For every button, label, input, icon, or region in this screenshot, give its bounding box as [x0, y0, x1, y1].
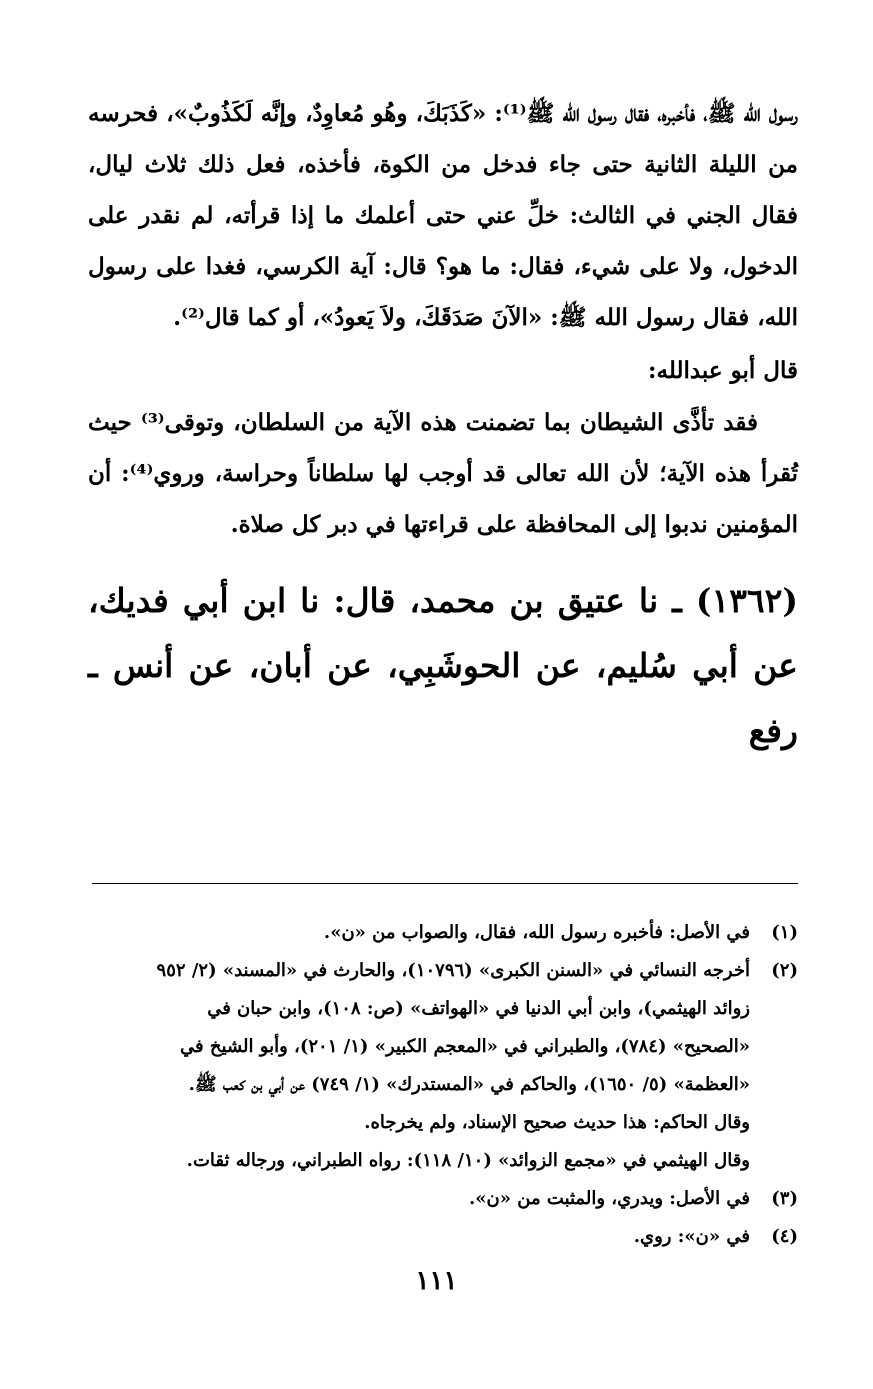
hadith-line: (١٣٦٢) ـ نا عتيق بن محمد، قال: نا ابن أبي فديك،	[88, 581, 798, 620]
main-text	[88, 88, 798, 763]
text-line: ولاَ يَعودُ»، أو كما قال⁽²⁾.	[173, 304, 407, 331]
hadith-chain	[88, 568, 798, 763]
section-heading: قال أبو عبدالله:	[648, 357, 798, 384]
page-number: ١١١	[415, 1266, 458, 1296]
footnote	[88, 914, 798, 952]
footnote	[88, 1180, 798, 1218]
footnote-number: (٣)	[771, 1188, 798, 1209]
hadith-line: عن أبي سُليم، عن الحوشَبِي، عن أبان، عن أنس ـ رفع	[88, 646, 798, 750]
footnotes	[88, 914, 798, 1256]
footnote-line: في الأصل: ويدري، والمثبت من «ن».	[469, 1188, 750, 1209]
footnote-text	[88, 1218, 750, 1256]
text-line: حيث تُقرأ هذه الآية؛ لأن الله تعالى قد أوجب لها سلطاناً وحراسة،	[88, 409, 798, 487]
paragraph-1	[88, 88, 798, 343]
text-line: قرأته، لم نقدر على الدخول، ولا على شيء، فقال: ما هو؟ قال: آية	[88, 202, 798, 280]
footnote-text	[88, 1180, 750, 1218]
footnote-line: «العظمة» (٥/ ١٦٥٠)، والحاكم في «المستدرك» (١/ ٧٤٩) عن أبي بن كعب ﷺ.	[188, 1074, 750, 1095]
footnote	[88, 952, 798, 1180]
footnote-text	[88, 914, 750, 952]
footnote-text	[88, 952, 750, 1180]
page-body	[88, 88, 799, 1247]
footnote-number: (١)	[771, 922, 798, 943]
footnote-divider	[92, 883, 798, 884]
footnote-line: أخرجه النسائي في «السنن الكبرى» (١٠٧٩٦)، والحارث في «المسند» (٢/ ٩٥٢	[156, 960, 750, 981]
text-line: الكرسي، فغدا على رسول الله، فقال رسول الله ﷺ: «الآنَ صَدَقَكَ،	[88, 253, 798, 331]
footnote-number: (٢)	[771, 960, 798, 981]
text-line: فعل ذلك ثلاث ليال، فقال الجني في الثالث: خلِّ عني حتى أعلمك ما إذا	[88, 151, 799, 229]
text-line: رسول الله ﷺ، فأخبره، فقال رسول الله ﷺ⁽¹⁾: «كَذَبَكَ، وهُو مُعاوِدٌ، وإنَّه	[260, 100, 798, 127]
footnote-line: زوائد الهيثمي)، وابن أبي الدنيا في «الهواتف» (ص: ١٠٨)، وابن حبان في	[207, 998, 750, 1019]
footnote-line: في «ن»: روي.	[633, 1226, 750, 1247]
footnote-number: (٤)	[771, 1226, 798, 1247]
paragraph-2	[88, 397, 798, 550]
footnote-line: «الصحيح» (٧٨٤)، والطبراني في «المعجم الكبير» (١/ ٢٠١)، وأبو الشيخ في	[180, 1036, 750, 1057]
text-line: فقد تأذَّى الشيطان بما تضمنت هذه الآية من السلطان، وتوقى⁽³⁾	[140, 409, 758, 436]
text-line: لَكَذُوبٌ»، فحرسه من الليلة الثانية حتى جاء فدخل من الكوة، فأخذه،	[88, 100, 798, 178]
footnote-line: وقال الحاكم: هذا حديث صحيح الإسناد، ولم يخرجاه.	[364, 1112, 750, 1133]
footnote-line: في الأصل: فأخبره رسول الله، فقال، والصواب من «ن».	[323, 922, 750, 943]
text-line: وروي⁽⁴⁾: أن المؤمنين ندبوا إلى المحافظة على قراءتها في دبر كل صلاة.	[88, 460, 798, 538]
footnote-line: وقال الهيثمي في «مجمع الزوائد» (١٠/ ١١٨): رواه الطبراني، ورجاله ثقات.	[186, 1150, 750, 1171]
footnote	[88, 1218, 798, 1256]
